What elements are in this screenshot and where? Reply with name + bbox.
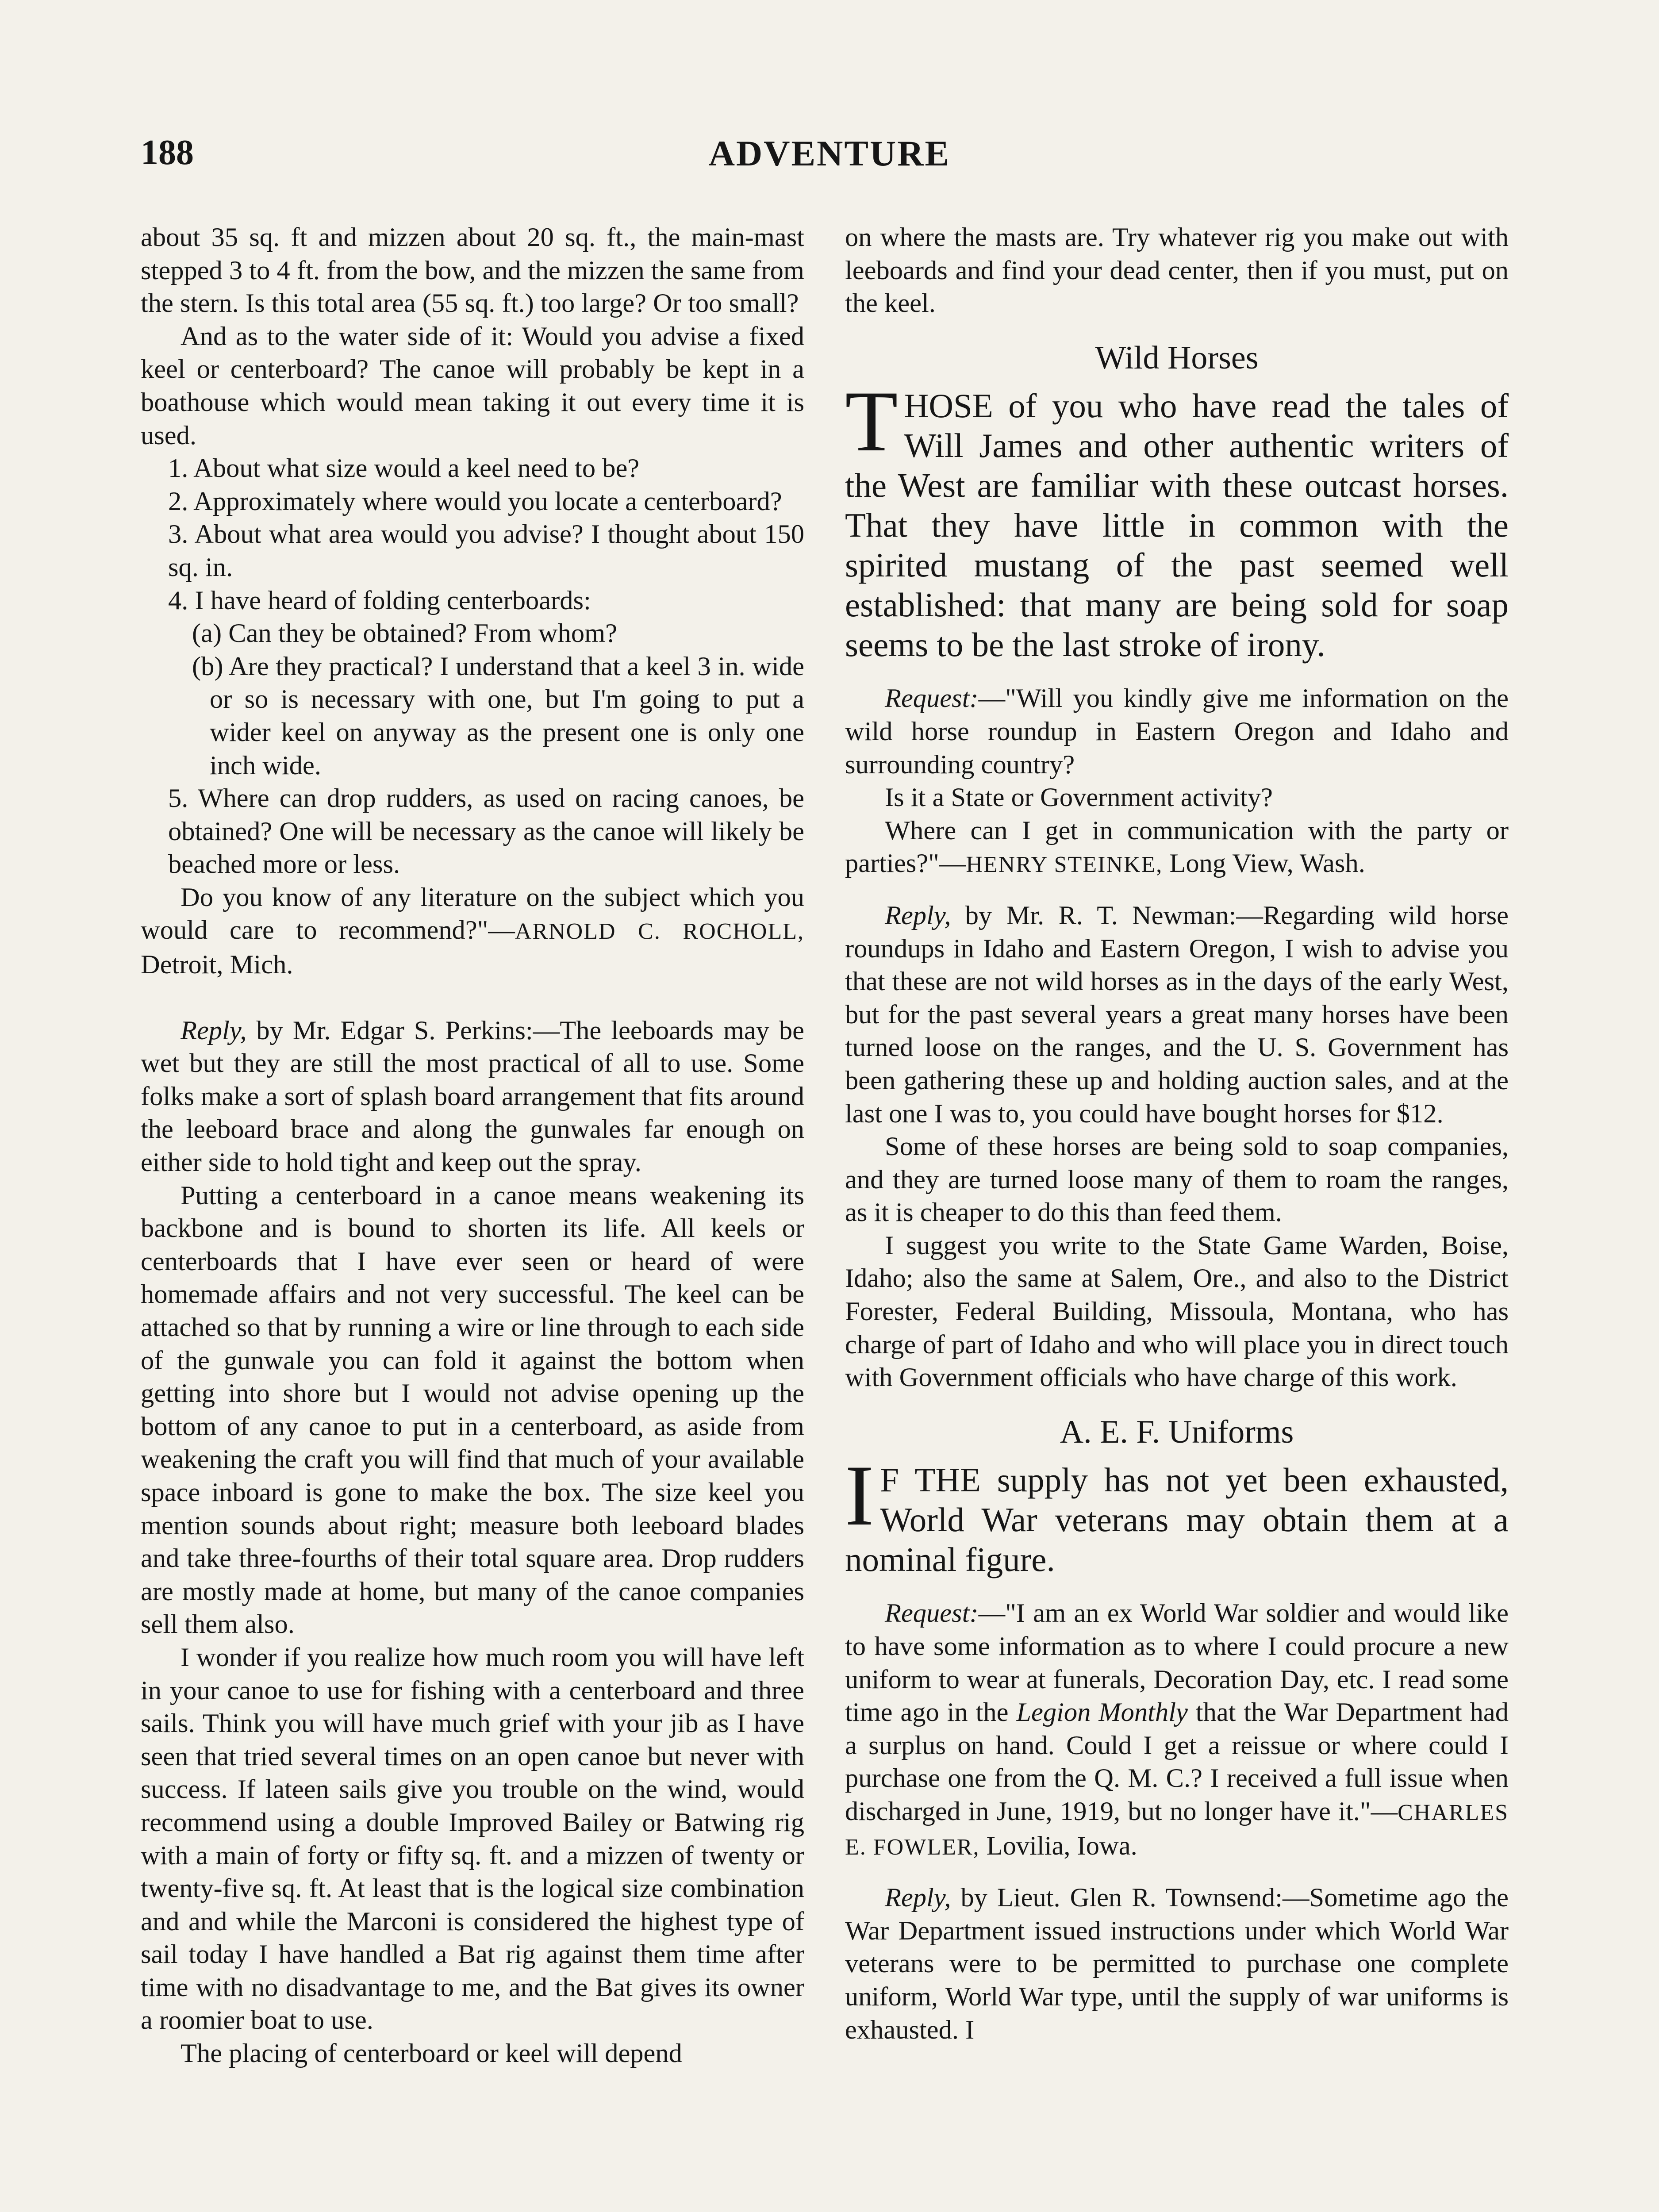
request-paragraph: Where can I get in communication with the party or parties?"—HENRY STEINKE, Long View, Wash. <box>845 815 1509 879</box>
drop-cap: T <box>845 373 898 470</box>
question-item-1: 1. About what size would a keel need to be? <box>168 453 640 484</box>
section-title-wild-horses: Wild Horses <box>1095 339 1259 376</box>
lead-paragraph-aef: I F THE supply has not yet been exhausted, World War veterans may obtain them at a nominal figure. <box>845 1448 1509 1579</box>
reply-paragraph-3: I wonder if you realize how much room you will have left in your canoe to use for fishing with a centerboard and three sails. Think you will have much grief with your jib as I have seen that tried several times on an open canoe but never with success. If lateen sails give you trouble on the wind, would recommend using a double Improved Bailey or Batwing rig with a main of forty or fifty sq. ft. and a mizzen of twenty or twenty-five sq. ft. At least that is the logical size combination and and while the Marconi is considered the highest type of sail today I have handled a Bat rig against them time after time with no disadvantage to me, and the Bat gives its owner a roomier boat to use. <box>141 1642 804 2035</box>
reply-label: Reply, <box>885 900 951 930</box>
request-paragraph: Request:—"I am an ex World War soldier and would like to have some information as to where I could procure a new uniform to wear at funerals, Decoration Day, etc. I read some time ago in the Legion Monthly that the War Department had a surplus on hand. Could I get a reissue or where could I purchase one from the Q. M. C.? I received a full issue when discharged in June, 1919, but no longer have it."—CHARLES E. FOWLER, Lovilia, Iowa. <box>845 1598 1509 1861</box>
right-column <box>845 221 1509 2047</box>
reply-paragraph-2: Putting a centerboard in a canoe means weakening its backbone and is bound to shorten its life. All keels or centerboards that I have ever seen or heard of were homemade affairs and not very successful. The keel can be attached so that by running a wire or line through to each side of the gunwale you can fold it against the bottom when getting into shore but I would not advise opening up the bottom of any canoe to put in a centerboard, as aside from weakening the craft you will find that much of your available space inboard is gone to make the box. The size keel you mention sounds about right; measure both leeboard blades and take three-fourths of their total square area. Drop rudders are mostly made at home, but many of the canoe companies sell them also. <box>141 1180 804 1640</box>
continued-paragraph: on where the masts are. Try whatever rig you make out with leeboards and find your dead center, then if you must, put on the keel. <box>845 223 1509 319</box>
drop-cap: I <box>845 1448 874 1544</box>
signature: HENRY STEINKE, <box>966 852 1163 878</box>
reply-paragraph-4: The placing of centerboard or keel will depend <box>180 2039 682 2069</box>
request-label: Request: <box>885 1598 979 1628</box>
question-item-4b: (b) Are they practical? I understand that a keel 3 in. wide or so is necessary with one, but I'm going to put a wider keel on anyway as the present one is only one inch wide. <box>192 651 804 780</box>
question-item-3: 3. About what area would you advise? I thought about 150 sq. in. <box>168 519 804 582</box>
signature: CHARLES E. FOWLER, <box>845 1800 1509 1860</box>
reply-paragraph: Some of these horses are being sold to soap companies, and they are turned loose many of them to roam the ranges, as it is cheaper to do this than feed them. <box>845 1132 1509 1228</box>
question-item-4a: (a) Can they be obtained? From whom? <box>192 618 617 649</box>
question-item-5: 5. Where can drop rudders, as used on racing canoes, be obtained? One will be necessary as the canoe will likely be beached more or less. <box>168 783 804 879</box>
reply-label: Reply, <box>885 1883 951 1913</box>
question-item-4: 4. I have heard of folding centerboards: <box>168 585 591 615</box>
request-paragraph: Request:—"Will you kindly give me information on the wild horse roundup in Eastern Oregon and Idaho and surrounding country? <box>845 684 1509 780</box>
section-title-aef-uniforms: A. E. F. Uniforms <box>1060 1413 1294 1450</box>
reply-label: Reply, <box>180 1015 247 1045</box>
question-paragraph-1: about 35 sq. ft and mizzen about 20 sq. ft., the main-mast stepped 3 to 4 ft. from the bow, and the mizzen the same from the stern. Is this total area (55 sq. ft.) too large? Or too small? <box>141 223 804 319</box>
reply-paragraph-1: Reply, by Mr. Edgar S. Perkins:—The leeboards may be wet but they are still the most practical of all to use. Some folks make a sort of splash board arrangement that fits around the leeboard brace and along the gunwales far enough on either side to hold tight and keep out the spray. <box>141 1015 804 1178</box>
page-number: 188 <box>141 133 194 172</box>
reply-paragraph: I suggest you write to the State Game Warden, Boise, Idaho; also the same at Salem, Ore., and also to the District Forester, Federal Building, Missoula, Montana, who has charge of part of Idaho and who will place you in direct touch with Government officials who have charge of this work. <box>845 1230 1509 1393</box>
reply-paragraph: Reply, by Lieut. Glen R. Townsend:—Sometime ago the War Department issued instructions under which World War veterans were to be permitted to purchase one complete uniform, World War type, until the supply of war uniforms is exhausted. I <box>845 1883 1509 2045</box>
request-label: Request: <box>885 684 979 714</box>
running-head: ADVENTURE <box>708 133 951 173</box>
question-item-2: 2. Approximately where would you locate a centerboard? <box>168 486 782 516</box>
request-paragraph: Is it a State or Government activity? <box>885 783 1273 813</box>
left-column <box>141 221 804 2070</box>
signature: ARNOLD C. ROCHOLL, <box>515 919 804 945</box>
question-paragraph-2: And as to the water side of it: Would you advise a fixed keel or centerboard? The canoe will probably be kept in a boathouse which would mean taking it out every time it is used. <box>141 321 804 450</box>
question-closing: Do you know of any literature on the subject which you would care to recommend?"—ARNOLD C. ROCHOLL, Detroit, Mich. <box>141 882 804 980</box>
reply-paragraph: Reply, by Mr. R. T. Newman:—Regarding wild horse roundups in Idaho and Eastern Oregon, I wish to advise you that these are not wild horses as in the days of the early West, but for the past several years a great many horses have been turned loose on the ranges, and the U. S. Government has been gathering these up and holding auction sales, and at the last one I was to, you could have bought horses for $12. <box>845 900 1509 1129</box>
lead-paragraph-wild-horses: THOSE of you who have read the tales of Will James and other authentic writers of the West are familiar with these outcast horses. That they have little in common with the spirited mustang of the past seemed well established: that many are being sold for soap seems to be the last stroke of irony. <box>845 373 1509 664</box>
